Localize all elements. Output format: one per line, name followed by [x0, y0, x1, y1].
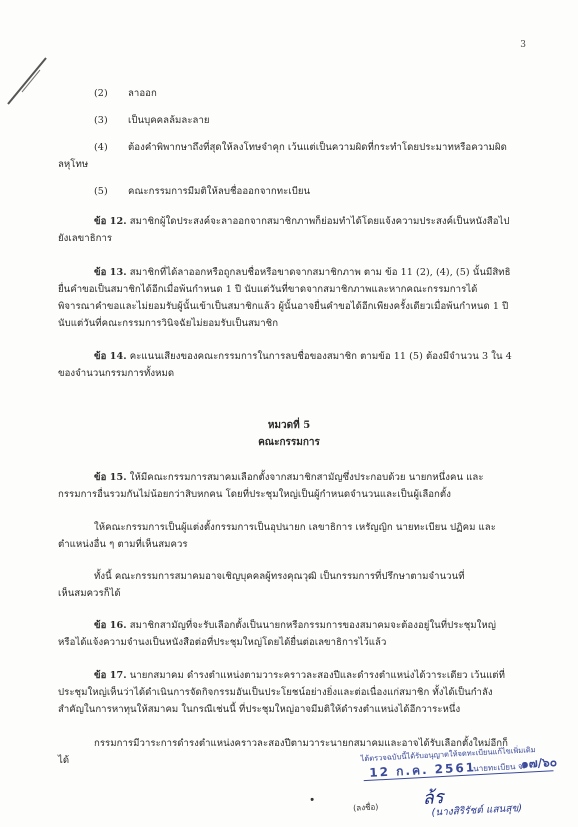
list-item: [94, 184, 310, 200]
paragraph-cont: เห็นสมควรก็ได้: [58, 588, 121, 599]
item-number: (2): [94, 88, 108, 99]
chapter-title: หมวดที่ 5: [267, 420, 311, 431]
stamp-header: ได้ตรวจฉบับนี้ได้รับอนุญาตให้จดทะเบียนแก้ไขเพิ่มเติม: [360, 745, 536, 764]
stamp-registration-number: ๑๗/๖๐: [520, 755, 558, 771]
article-label: ข้อ 14.: [94, 351, 127, 362]
article-label: ข้อ 12.: [94, 216, 127, 227]
article-label: ข้อ 16.: [94, 620, 127, 631]
registration-stamp: [352, 743, 563, 823]
article-12: [94, 214, 510, 230]
article-text: สมาชิกสามัญที่จะรับเลือกตั้งเป็นนายกหรือกรรมการของสมาคมจะต้องอยู่ในที่ประชุมใหญ่: [129, 620, 496, 631]
article-14: [94, 349, 512, 365]
handwritten-signature: ล้ร: [422, 787, 444, 810]
stamp-registrar-label: นายทะเบียน จ.: [473, 761, 526, 774]
article-text: ให้มีคณะกรรมการสมาคมเลือกตั้งจากสมาชิกสามัญซึ่งประกอบด้วย นายกหนึ่งคน และ: [129, 472, 484, 483]
article-15: [94, 470, 484, 486]
corner-fold-mark: [0, 0, 60, 110]
article-text: สมาชิกผู้ใดประสงค์จะลาออกจากสมาชิกภาพก็ย่อมทำได้โดยแจ้งความประสงค์เป็นหนังสือไป: [129, 216, 510, 227]
item-text: ลาออก: [128, 88, 157, 99]
article-17: [94, 668, 505, 684]
article-text-cont: หรือได้แจ้งความจำนงเป็นหนังสือต่อที่ประชุมใหญ่โดยได้ยื่นต่อเลขาธิการไว้แล้ว: [58, 637, 387, 648]
paragraph-cont: ได้: [58, 755, 70, 766]
article-text-cont: พิจารณาคำขอและไม่ยอมรับผู้นั้นเข้าเป็นสมาชิกแล้ว ผู้นั้นอาจยื่นคำขอได้อีกเพียงครั้งเดียวเมื่อพ้นกำหนด 1 ปี: [58, 301, 509, 312]
article-16: [94, 618, 496, 634]
article-text: สมาชิกที่ได้ลาออกหรือถูกลบชื่อหรือขาดจากสมาชิกภาพ ตาม ข้อ 11 (2), (4), (5) นั้นมีสิทธิ: [129, 267, 511, 278]
article-text-cont: ยังเลขาธิการ: [58, 233, 113, 244]
list-item: [94, 140, 507, 156]
list-item: [94, 86, 157, 102]
article-label: ข้อ 13.: [94, 267, 127, 278]
signature-label: (ลงชื่อ): [352, 802, 379, 813]
paragraph-cont: ตำแหน่งอื่น ๆ ตามที่เห็นสมควร: [58, 539, 188, 550]
item-number: (5): [94, 186, 108, 197]
article-text-cont: กรรมการอื่นรวมกันไม่น้อยกว่าสิบหกคน โดยที่ประชุมใหญ่เป็นผู้กำหนดจำนวนและเป็นผู้เลือกตั้ง: [58, 489, 451, 500]
paragraph: ทั้งนี้ คณะกรรมการสมาคมอาจเชิญบุคคลผู้ทรงคุณวุฒิ เป็นกรรมการที่ปรึกษาตามจำนวนที่: [94, 571, 465, 582]
article-text-cont: ยื่นคำขอเป็นสมาชิกได้อีกเมื่อพ้นกำหนด 1 ปี นับแต่วันที่ขาดจากสมาชิกภาพและหากคณะกรรมการได้: [58, 284, 478, 295]
paragraph: กรรมการมีวาระการดำรงตำแหน่งคราวละสองปีตามวาระนายกสมาคมและอาจได้รับเลือกตั้งใหม่อีกก็: [94, 738, 509, 749]
article-text: นายกสมาคม ดำรงตำแหน่งตามวาระคราวละสองปีและดำรงตำแหน่งได้วาระเดียว เว้นแต่ที่: [129, 670, 505, 681]
item-text: คณะกรรมการมีมติให้ลบชื่อออกจากทะเบียน: [128, 186, 311, 197]
paragraph: ให้คณะกรรมการเป็นผู้แต่งตั้งกรรมการเป็นอุปนายก เลขาธิการ เหรัญญิก นายทะเบียน ปฏิคม และ: [94, 522, 496, 533]
list-item: [94, 113, 210, 129]
article-label: ข้อ 15.: [94, 472, 127, 483]
article-label: ข้อ 17.: [94, 670, 127, 681]
article-text-cont: นับแต่วันที่คณะกรรมการวินิจฉัยไม่ยอมรับเป็นสมาชิก: [58, 318, 279, 329]
item-text: ต้องคำพิพากษาถึงที่สุดให้ลงโทษจำคุก เว้นแต่เป็นความผิดที่กระทำโดยประมาทหรือความผิด: [128, 142, 507, 153]
ink-dot: [311, 798, 314, 801]
signer-name: (นางสิริรัชต์ แสนสุข): [431, 802, 523, 819]
item-number: (3): [94, 115, 108, 126]
item-number: (4): [94, 142, 108, 153]
article-text-cont: สำคัญในการหาทุนให้สมาคม ในกรณีเช่นนี้ ที่ประชุมใหญ่อาจมีมติให้ดำรงตำแหน่งได้อีกวาระหนึ่ง: [58, 704, 461, 715]
article-text: คะแนนเสียงของคณะกรรมการในการลบชื่อของสมาชิก ตามข้อ 11 (5) ต้องมีจำนวน 3 ใน 4: [129, 351, 512, 362]
chapter-subtitle: คณะกรรมการ: [258, 437, 320, 448]
item-text-cont: ลหุโทษ: [58, 159, 89, 170]
stamp-date: 12 ก.ค. 2561: [368, 760, 477, 780]
article-13: [94, 265, 511, 281]
item-text: เป็นบุคคลล้มละลาย: [128, 115, 210, 126]
page-number: 3: [520, 40, 526, 50]
article-text-cont: ประชุมใหญ่เห็นว่าได้ดำเนินการจัดกิจกรรมอันเป็นประโยชน์อย่างยิ่งและต่อเนื่องแก่สมาชิก ทั้งได้เป็นกำลัง: [58, 687, 493, 698]
article-text-cont: ของจำนวนกรรมการทั้งหมด: [58, 368, 175, 379]
